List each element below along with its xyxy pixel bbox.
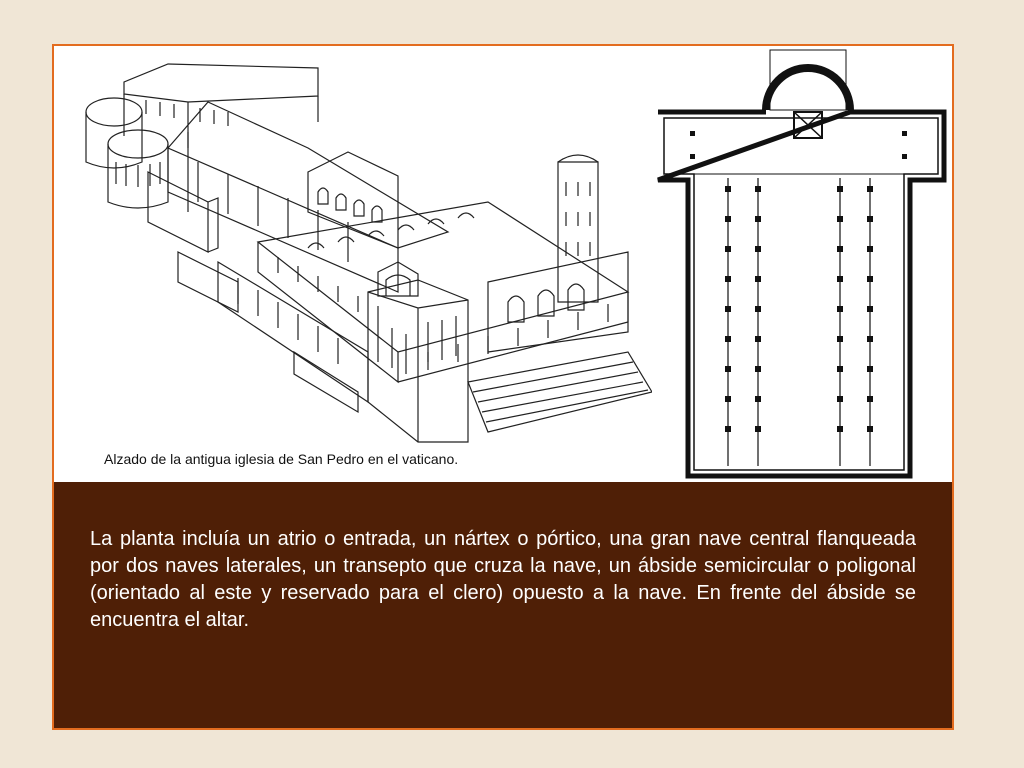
text-panel bbox=[54, 482, 952, 728]
image-caption: Alzado de la antigua iglesia de San Pedro en el vaticano. bbox=[104, 451, 459, 467]
body-paragraph: La planta incluía un atrio o entrada, un nártex o pórtico, una gran nave central flanqueada por dos naves laterales, un transepto que cruza la nave, un ábside semicircular o poligonal (orientado al este y reservado para el clero) opuesto a la nave. En frente del ábside se encuentra el altar. bbox=[90, 528, 916, 631]
basilica-elevation-drawing bbox=[68, 52, 652, 452]
image-area bbox=[54, 46, 952, 482]
slide-frame bbox=[52, 44, 954, 730]
basilica-floor-plan bbox=[652, 46, 950, 482]
